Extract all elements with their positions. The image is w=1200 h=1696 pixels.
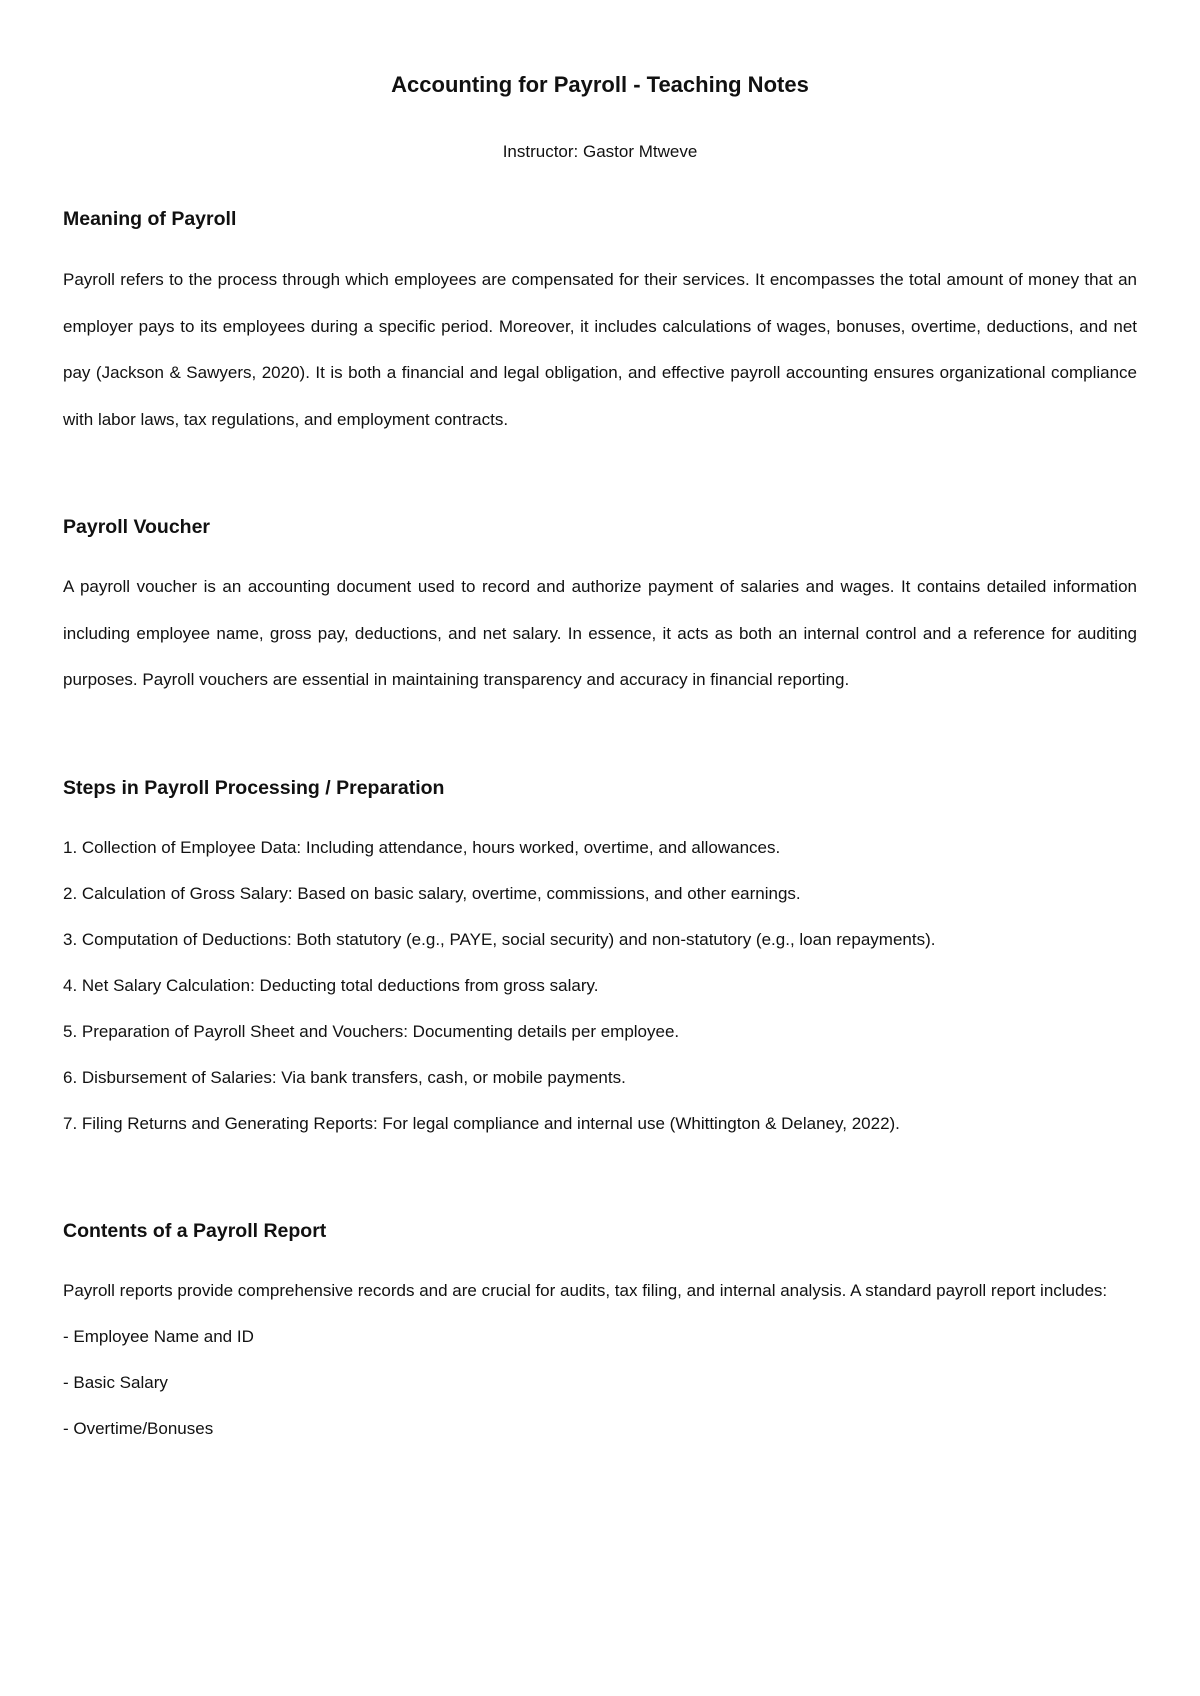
list-item: - Employee Name and ID xyxy=(63,1327,254,1346)
list-item: 7. Filing Returns and Generating Reports: For legal compliance and internal use (Whittington & Delaney, 2022). xyxy=(63,1113,900,1133)
list-item: 6. Disbursement of Salaries: Via bank transfers, cash, or mobile payments. xyxy=(63,1067,626,1087)
steps-list xyxy=(63,825,1137,1147)
document-title: Accounting for Payroll - Teaching Notes xyxy=(391,72,809,97)
contents-list xyxy=(63,1314,1137,1452)
list-item: 4. Net Salary Calculation: Deducting total deductions from gross salary. xyxy=(63,975,599,995)
section-heading-meaning: Meaning of Payroll xyxy=(63,208,237,230)
list-item: 3. Computation of Deductions: Both statutory (e.g., PAYE, social security) and non-statutory (e.g., loan repayments). xyxy=(63,929,936,949)
instructor-line: Instructor: Gastor Mtweve xyxy=(502,142,698,161)
section-heading-steps: Steps in Payroll Processing / Preparation xyxy=(63,776,445,799)
section-heading-contents: Contents of a Payroll Report xyxy=(63,1219,327,1242)
section-body-contents: Payroll reports provide comprehensive records and are crucial for audits, tax filing, and internal analysis. A standard payroll report includes: xyxy=(63,1280,1108,1300)
section-body-meaning: Payroll refers to the process through which employees are compensated for their services. It encompasses the total amount of money that an employer pays to its employees during a specific period. Moreover, it includes calculations of wages, bonuses, overtime, deductions, and net pay (Jackson & Sawyers, 2020). It is both a financial and legal obligation, and effective payroll accounting ensures organizational compliance with labor laws, tax regulations, and employment contracts. xyxy=(63,270,1137,429)
list-item: 5. Preparation of Payroll Sheet and Vouchers: Documenting details per employee. xyxy=(63,1021,680,1041)
list-item: 1. Collection of Employee Data: Including attendance, hours worked, overtime, and allowances. xyxy=(63,837,781,857)
list-item: - Basic Salary xyxy=(63,1373,168,1392)
section-body-voucher: A payroll voucher is an accounting document used to record and authorize payment of salaries and wages. It contains detailed information including employee name, gross pay, deductions, and net salary. In essence, it acts as both an internal control and a reference for auditing purposes. Payroll vouchers are essential in maintaining transparency and accuracy in financial reporting. xyxy=(63,577,1137,689)
list-item: - Overtime/Bonuses xyxy=(63,1419,214,1438)
list-item: 2. Calculation of Gross Salary: Based on basic salary, overtime, commissions, and other earnings. xyxy=(63,883,801,903)
section-heading-voucher: Payroll Voucher xyxy=(63,516,211,538)
